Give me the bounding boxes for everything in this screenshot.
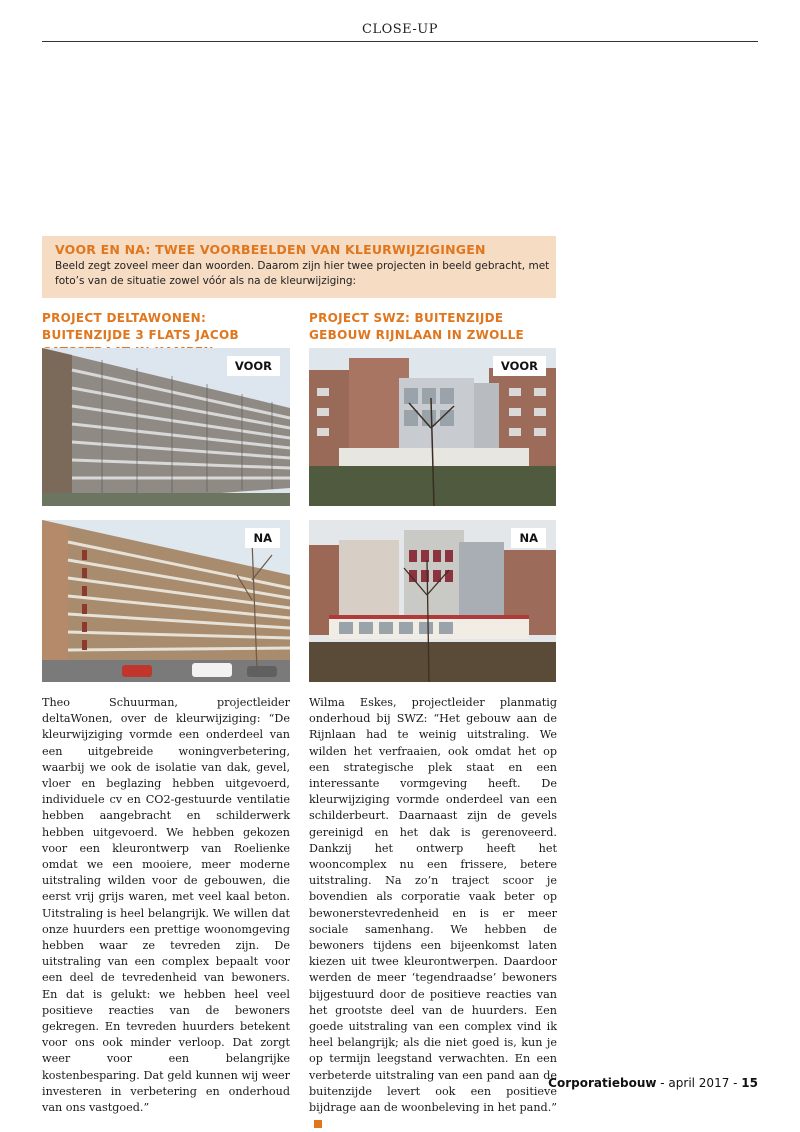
header-divider — [42, 41, 758, 42]
photo-zwolle-after — [309, 520, 556, 682]
after-label: NA — [245, 528, 280, 548]
before-label: VOOR — [227, 356, 280, 376]
footer-magazine-name: Corporatiebouw — [548, 1076, 657, 1090]
column1-text: Theo Schuurman, projectleider deltaWonen, over de kleurwijziging: “De kleurwijziging vormde een onderdeel van een uitgebreide woningverbetering, waarbij we ook de isolatie van dak, gevel, vloer en beglazing hebben uitgevoerd, individuele cv en CO2-gestuurde ventilatie hebben aangebracht en schilderwerk hebben uitgevoerd. We hebben gekozen voor een kleurontwerp van Roelienke omdat we een mooiere, meer moderne uitstraling wilden voor de gebouwen, die eerst vrij grijs waren, met veel kaal beton. Uitstraling is heel belangrijk. We willen dat onze huurders een prettige woonomgeving hebben waar ze tevreden zijn. De uitstraling van een complex bepaalt voor een deel de tevredenheid van bewoners. En dat is gelukt: we hebben heel veel positieve reacties van de bewoners gekregen. En tevreden huurders betekent voor ons ook minder verloop. Dat zorgt weer voor een belangrijke kostenbesparing. Dat geld kunnen wij weer investeren in verbetering en onderhoud van ons vastgoed.” — [42, 696, 290, 1115]
photo-kampen-after — [42, 520, 290, 682]
before-label: VOOR — [493, 356, 546, 376]
end-of-article-square-icon — [314, 1120, 322, 1128]
article-column-2 — [309, 695, 557, 1132]
footer-issue: - april 2017 - — [656, 1076, 742, 1090]
after-label: NA — [511, 528, 546, 548]
intro-box-description: Beeld zegt zoveel meer dan woorden. Daarom zijn hier twee projecten in beeld gebracht, met foto’s van de situatie zowel vóór als na de kleurwijziging: — [55, 260, 550, 287]
article-column-1 — [42, 695, 290, 1116]
footer-page-number: 15 — [741, 1076, 758, 1090]
photo-kampen-before — [42, 348, 290, 506]
project1-title: PROJECT DELTAWONEN: BUITENZIJDE 3 FLATS JACOB — [42, 311, 239, 342]
intro-box-title: VOOR EN NA: TWEE VOORBEELDEN VAN KLEURWIJZIGINGEN — [55, 242, 486, 257]
column2-text: Wilma Eskes, projectleider planmatig onderhoud bij SWZ: “Het gebouw aan de Rijnlaan had te weinig uitstraling. We wilden het verfraaien, ook omdat het op een strategische plek staat en een interessante vormgeving heeft. De kleurwijziging vormde onderdeel van een schilderbeurt. Daarnaast zijn de gevels gereinigd en het dak is gerenoveerd. Dankzij het ontwerp heeft het wooncomplex nu een frissere, betere uitstraling. Na zo’n traject scoor je bovendien als corporatie vaak beter op bewonerstevredenheid en is er meer sociale samenhang. We hebben de bewoners tijdens een bijeenkomst laten kiezen uit twee kleurontwerpen. Daardoor werden de meer ‘tegendraadse’ bewoners bijgestuurd door de positieve reacties van het grootste deel van de huurders. Een goede uitstraling van een complex vind ik heel belangrijk; als die niet goed is, kun je op termijn leegstand verwachten. En een verbeterde uitstraling van een pand aan de buitenzijde levert ook een positieve bijdrage aan de woonbeleving in het pand.” — [309, 696, 557, 1115]
project2-title: PROJECT SWZ: BUITENZIJDE GEBOUW RIJNLAAN IN ZWOLLE — [309, 311, 525, 342]
section-header: CLOSE-UP — [362, 22, 438, 37]
page-footer — [548, 1076, 758, 1090]
photo-zwolle-before — [309, 348, 556, 506]
